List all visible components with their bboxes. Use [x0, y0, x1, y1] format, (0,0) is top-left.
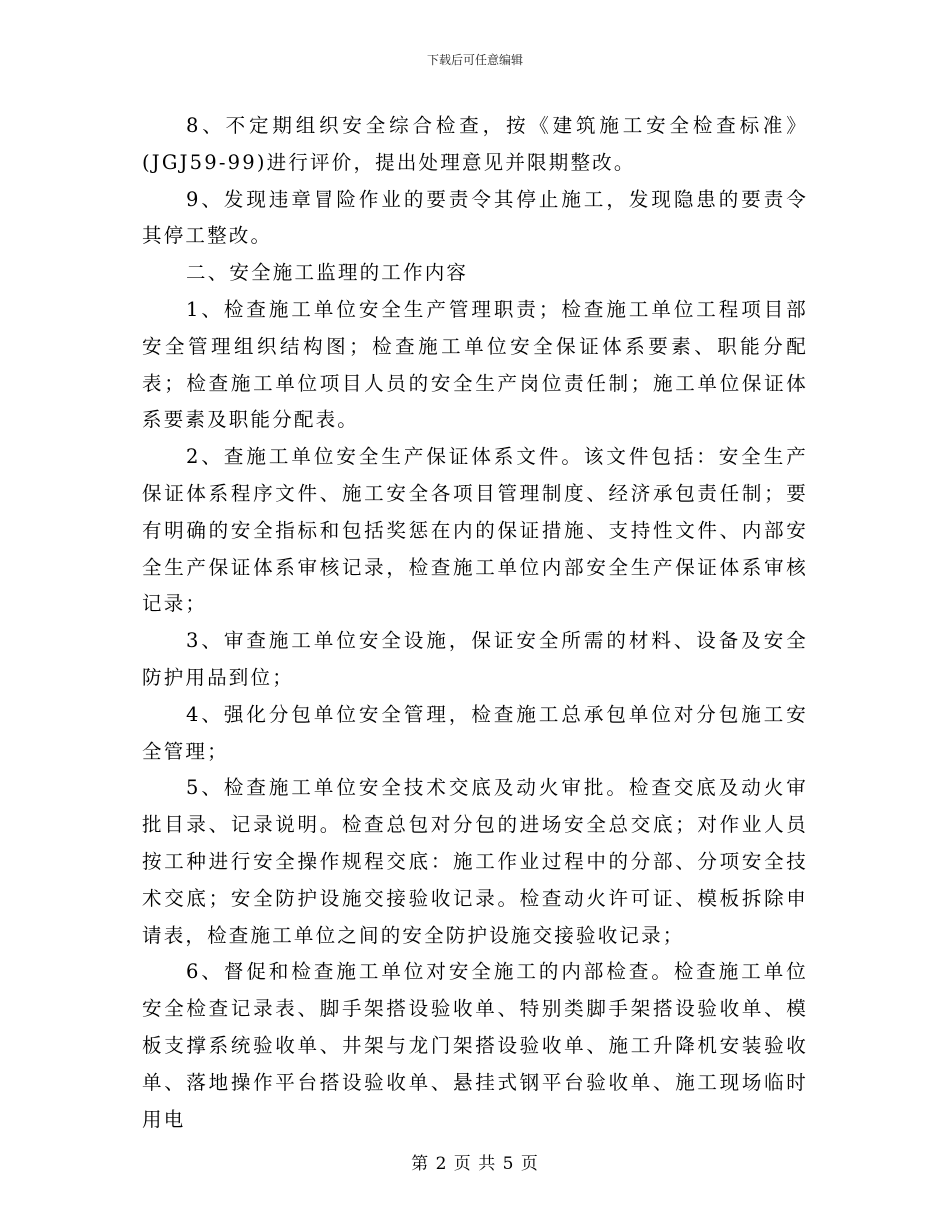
paragraph-item-5: 5、检查施工单位安全技术交底及动火审批。检查交底及动火审批目录、记录说明。检查总包对分包的进场安全总交底；对作业人员按工种进行安全操作规程交底：施工作业过程中的分部、分项安全技术交底；安全防护设施交接验收记录。检查动火许可证、模板拆除申请表，检查施工单位之间的安全防护设施交接验收记录；: [142, 776, 808, 947]
paragraph-item-4: 4、强化分包单位安全管理，检查施工总承包单位对分包施工安全管理；: [142, 702, 808, 763]
page-number: 第 2 页 共 5 页: [411, 1154, 539, 1174]
section-heading: 二、安全施工监理的工作内容: [186, 261, 469, 285]
paragraph-item-1: 1、检查施工单位安全生产管理职责；检查施工单位工程项目部安全管理组织结构图；检查施工单位安全保证体系要素、职能分配表；检查施工单位项目人员的安全生产岗位责任制；施工单位保证体系要素及职能分配表。: [142, 297, 808, 432]
paragraph-item-2: 2、查施工单位安全生产保证体系文件。该文件包括：安全生产保证体系程序文件、施工安全各项目管理制度、经济承包责任制；要有明确的安全指标和包括奖惩在内的保证措施、支持性文件、内部安全生产保证体系审核记录，检查施工单位内部安全生产保证体系审核记录；: [142, 445, 808, 616]
paragraph-item-6: 6、督促和检查施工单位对安全施工的内部检查。检查施工单位安全检查记录表、脚手架搭设验收单、特别类脚手架搭设验收单、模板支撑系统验收单、井架与龙门架搭设验收单、施工升降机安装验收单、落地操作平台搭设验收单、悬挂式钢平台验收单、施工现场临时用电: [142, 960, 808, 1131]
paragraph-item-3: 3、审查施工单位安全设施，保证安全所需的材料、设备及安全防护用品到位；: [142, 629, 808, 689]
document-body: [142, 108, 808, 1138]
page-header-note: 下载后可任意编辑: [426, 53, 523, 67]
paragraph-item-8: 8、不定期组织安全综合检查，按《建筑施工安全检查标准》(JGJ59-99)进行评价，提出处理意见并限期整改。: [142, 114, 808, 174]
paragraph-item-9: 9、发现违章冒险作业的要责令其停止施工，发现隐患的要责令其停工整改。: [142, 187, 808, 248]
